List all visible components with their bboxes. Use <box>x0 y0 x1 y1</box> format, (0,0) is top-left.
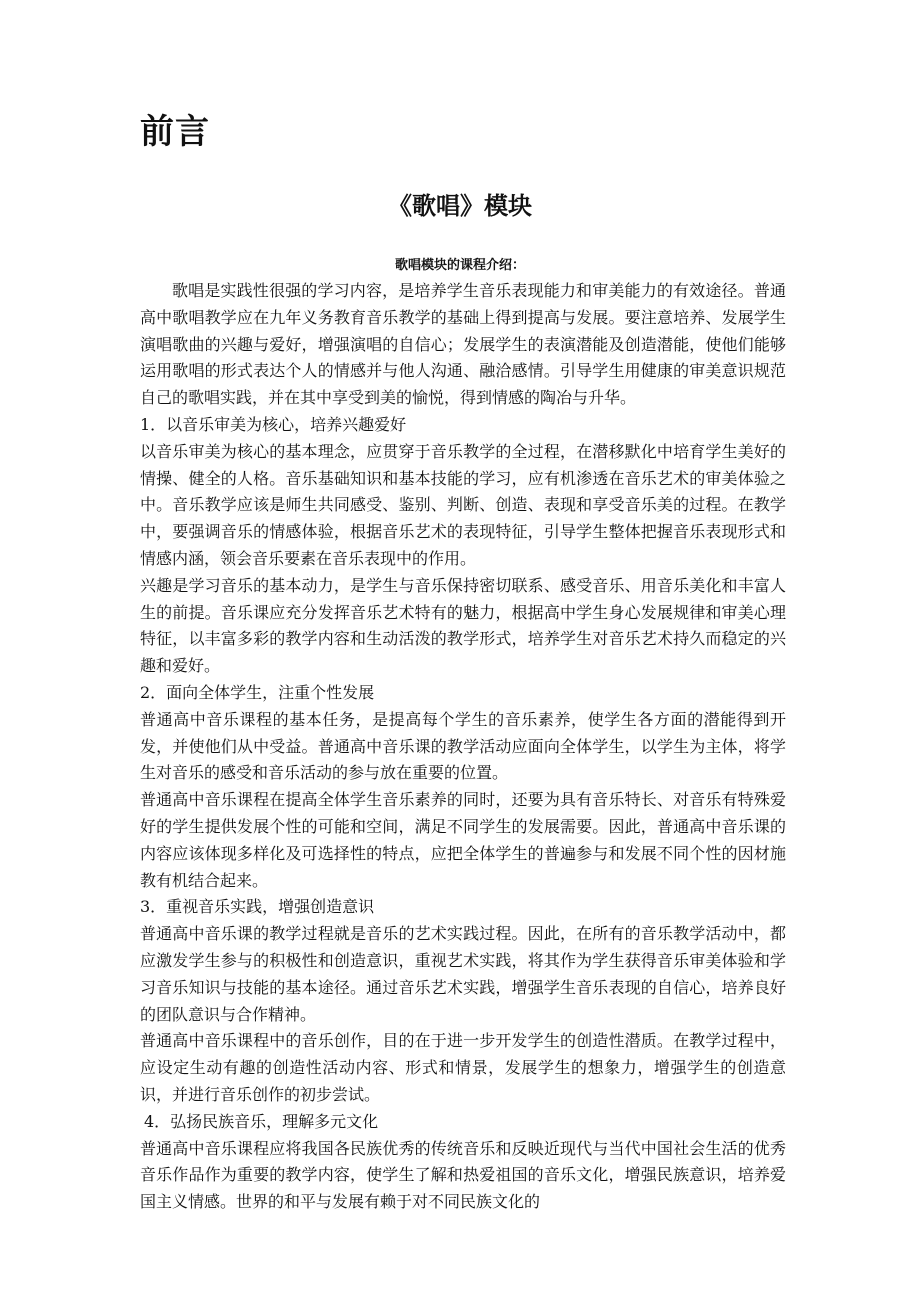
paragraph: 普通高中音乐课程的基本任务，是提高每个学生的音乐素养，使学生各方面的潜能得到开发，并使他们从中受益。普通高中音乐课的教学活动应面向全体学生，以学生为主体，将学生对音乐的感受和音乐活动的参与放在重要的位置。 <box>140 709 786 783</box>
paragraph: 普通高中音乐课的教学过程就是音乐的艺术实践过程。因此，在所有的音乐教学活动中，都应激发学生参与的积极性和创造意识，重视艺术实践，将其作为学生获得音乐审美体验和学习音乐知识与技能的基本途径。通过音乐艺术实践，增强学生音乐表现的自信心，培养良好的团队意识与合作精神。 <box>140 924 786 1024</box>
section-heading-4: 4．弘扬民族音乐，理解多元文化 <box>144 1111 379 1131</box>
section-heading-2: 2．面向全体学生，注重个性发展 <box>140 682 375 702</box>
document-body <box>140 278 786 1216</box>
module-title: 《歌唱》模块 <box>388 191 532 220</box>
section-heading-1: 1．以音乐审美为核心，培养兴趣爱好 <box>140 414 407 434</box>
paragraph: 以音乐审美为核心的基本理念，应贯穿于音乐教学的全过程，在潜移默化中培育学生美好的情操、健全的人格。音乐基础知识和基本技能的学习，应有机渗透在音乐艺术的审美体验之中。音乐教学应该是师生共同感受、鉴别、判断、创造、表现和享受音乐美的过程。在教学中，要强调音乐的情感体验，根据音乐艺术的表现特征，引导学生整体把握音乐表现形式和情感内涵，领会音乐要素在音乐表现中的作用。 <box>140 441 786 568</box>
paragraph: 普通高中音乐课程在提高全体学生音乐素养的同时，还要为具有音乐特长、对音乐有特殊爱好的学生提供发展个性的可能和空间，满足不同学生的发展需要。因此，普通高中音乐课的内容应该体现多样化及可选择性的特点，应把全体学生的普遍参与和发展不同个性的因材施教有机结合起来。 <box>140 790 786 890</box>
section-heading-3: 3．重视音乐实践，增强创造意识 <box>140 897 375 917</box>
paragraph: 兴趣是学习音乐的基本动力，是学生与音乐保持密切联系、感受音乐、用音乐美化和丰富人生的前提。音乐课应充分发挥音乐艺术特有的魅力，根据高中学生身心发展规律和审美心理特征，以丰富多彩的教学内容和生动活泼的教学形式，培养学生对音乐艺术持久而稳定的兴趣和爱好。 <box>140 575 786 676</box>
page-title: 前言 <box>140 112 210 152</box>
paragraph: 普通高中音乐课程应将我国各民族优秀的传统音乐和反映近现代与当代中国社会生活的优秀音乐作品作为重要的教学内容，使学生了解和热爱祖国的音乐文化，增强民族意识，培养爱国主义情感。世界的和平与发展有赖于对不同民族文化的 <box>140 1138 786 1212</box>
paragraph-intro: 歌唱是实践性很强的学习内容，是培养学生音乐表现能力和审美能力的有效途径。普通高中歌唱教学应在九年义务教育音乐教学的基础上得到提高与发展。要注意培养、发展学生演唱歌曲的兴趣与爱好，增强演唱的自信心；发展学生的表演潜能及创造潜能，使他们能够运用歌唱的形式表达个人的情感并与他人沟通、融洽感情。引导学生用健康的审美意识规范自己的歌唱实践，并在其中享受到美的愉悦，得到情感的陶冶与升华。 <box>140 281 786 408</box>
paragraph: 普通高中音乐课程中的音乐创作，目的在于进一步开发学生的创造性潜质。在教学过程中，应设定生动有趣的创造性活动内容、形式和情景，发展学生的想象力，增强学生的创造意识，并进行音乐创作的初步尝试。 <box>140 1031 786 1104</box>
intro-heading: 歌唱模块的课程介绍： <box>394 258 525 273</box>
